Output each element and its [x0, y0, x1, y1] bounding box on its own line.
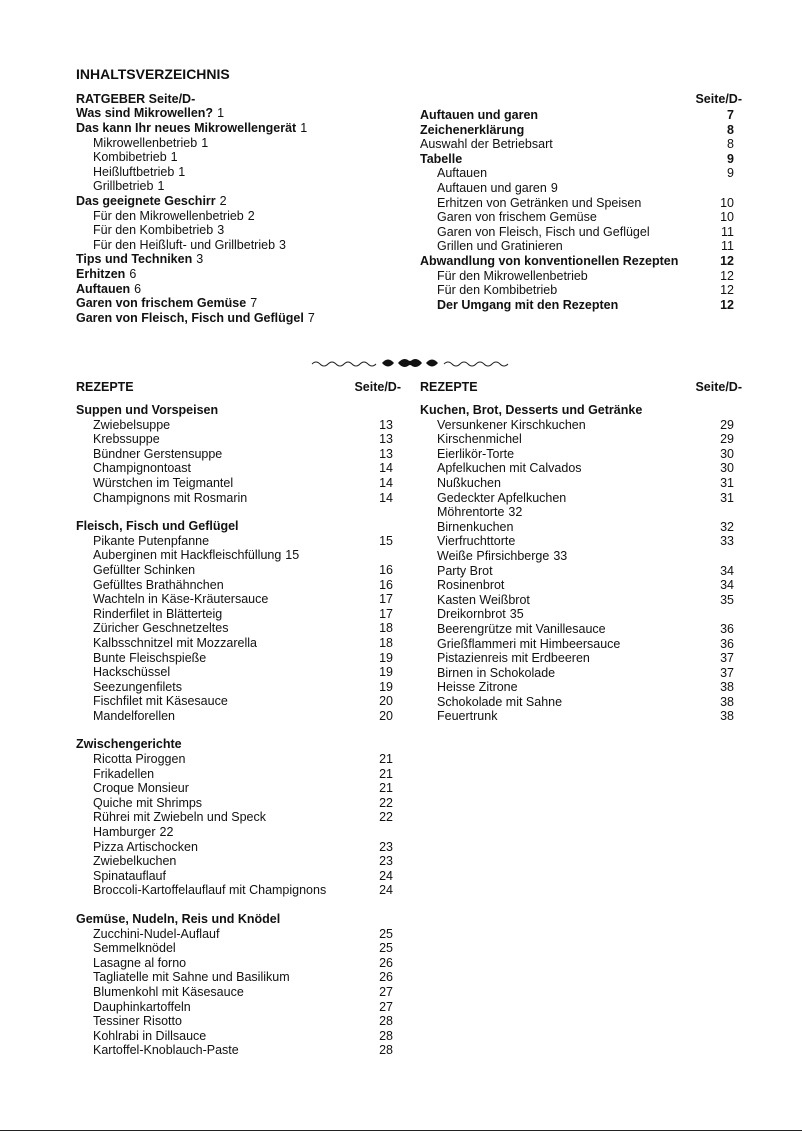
- ornament-left-icon: [312, 362, 376, 366]
- toc-entry: [76, 636, 401, 651]
- toc-entry: [76, 311, 376, 326]
- toc-entry-page: 15: [379, 533, 393, 548]
- toc-entry-label: Wachteln in Käse-Kräutersauce: [93, 592, 269, 607]
- toc-entry-page: 28: [379, 1014, 393, 1029]
- section-heading: Gemüse, Nudeln, Reis und Knödel: [76, 912, 281, 926]
- toc-entry-label: Schokolade mit Sahne: [437, 694, 563, 709]
- toc-entry-label: Bündner Gerstensuppe: [93, 446, 223, 461]
- toc-entry-page: 14: [379, 475, 393, 490]
- toc-entry-label: Quiche mit Shrimps: [93, 795, 203, 810]
- toc-entry-label: Grillbetrieb: [93, 179, 154, 194]
- toc-entry: [76, 651, 401, 666]
- toc-entry-page: 31: [720, 475, 734, 490]
- toc-entry-page: 28: [379, 1043, 393, 1058]
- toc-entry-label: Auftauen und garen: [420, 108, 539, 122]
- toc-entry-page: 20: [379, 708, 393, 723]
- toc-entry-page: 37: [720, 665, 734, 680]
- toc-entry-page: 36: [720, 621, 734, 636]
- toc-entry-label: Heißluftbetrieb: [93, 164, 175, 179]
- toc-entry: [420, 137, 742, 152]
- toc-entry-page: 10: [720, 210, 734, 225]
- toc-entry-page: 2: [219, 193, 227, 208]
- toc-entry: [420, 254, 742, 269]
- toc-entry: [420, 181, 742, 196]
- toc-entry-label: Mandelforellen: [93, 708, 175, 723]
- toc-entry-label: Möhrentorte: [437, 505, 505, 520]
- toc-entry: [76, 447, 401, 462]
- recipe-list: [76, 534, 401, 724]
- toc-entry-label: Feuertrunk: [437, 709, 498, 724]
- section-heading: Kuchen, Brot, Desserts und Getränke: [420, 403, 643, 417]
- toc-entry: [76, 840, 401, 855]
- toc-entry-page: 21: [379, 781, 393, 796]
- toc-entry-page: 9: [550, 180, 558, 195]
- toc-entry-page: 29: [720, 417, 734, 432]
- toc-entry-page: 1: [178, 164, 186, 179]
- toc-entry-page: 37: [720, 651, 734, 666]
- toc-entry-label: Kirschenmichel: [437, 432, 522, 447]
- rezepte-left-sections: [76, 403, 401, 1058]
- toc-entry-page: 13: [379, 446, 393, 461]
- toc-entry: [76, 1043, 401, 1058]
- toc-entry-page: 26: [379, 955, 393, 970]
- toc-entry-page: 29: [720, 432, 734, 447]
- toc-entry: [420, 695, 742, 710]
- toc-entry-label: Beerengrütze mit Vanillesauce: [437, 621, 606, 636]
- toc-entry-page: 35: [509, 607, 524, 622]
- toc-entry-page: 36: [720, 636, 734, 651]
- toc-entry-label: Tips und Techniken: [76, 252, 193, 267]
- toc-entry: [76, 106, 376, 121]
- toc-entry-page: 32: [508, 505, 523, 520]
- toc-entry-page: 19: [379, 650, 393, 665]
- ratgeber-right-column: [420, 92, 742, 312]
- toc-entry: [420, 239, 742, 254]
- toc-entry: [420, 505, 742, 520]
- toc-entry-page: 17: [379, 592, 393, 607]
- toc-entry-page: 6: [134, 281, 142, 296]
- toc-entry-page: 1: [201, 135, 209, 150]
- toc-entry-label: Würstchen im Teigmantel: [93, 475, 234, 490]
- toc-entry: [76, 136, 376, 151]
- toc-entry-label: Versunkener Kirschkuchen: [437, 417, 586, 432]
- toc-entry: [76, 927, 401, 942]
- ornament-right-icon: [444, 362, 508, 366]
- toc-entry: [76, 461, 401, 476]
- toc-entry-page: 12: [720, 297, 734, 312]
- toc-entry-page: 38: [720, 694, 734, 709]
- toc-entry: [76, 534, 401, 549]
- toc-entry-label: Party Brot: [437, 563, 493, 578]
- toc-entry-label: Frikadellen: [93, 766, 155, 781]
- ratgeber-left-list: [76, 106, 376, 325]
- toc-entry-page: 34: [720, 563, 734, 578]
- toc-entry-page: 24: [379, 868, 393, 883]
- toc-entry: [76, 578, 401, 593]
- toc-entry-page: 22: [379, 810, 393, 825]
- toc-entry-label: Fischfilet mit Käsesauce: [93, 694, 228, 709]
- toc-entry-page: 18: [379, 635, 393, 650]
- toc-entry-label: Dreikornbrot: [437, 607, 506, 622]
- toc-entry: [420, 491, 742, 506]
- toc-entry-label: Vierfruchttorte: [437, 534, 516, 549]
- rezepte-heading: REZEPTE: [76, 380, 134, 394]
- toc-entry-page: 10: [720, 195, 734, 210]
- recipe-list: [420, 418, 742, 724]
- toc-entry-label: Spinatauflauf: [93, 868, 166, 883]
- toc-entry-label: Kartoffel-Knoblauch-Paste: [93, 1043, 239, 1058]
- toc-entry-label: Lasagne al forno: [93, 955, 187, 970]
- toc-entry-page: 1: [170, 150, 178, 165]
- toc-entry-page: 3: [217, 223, 225, 238]
- toc-entry-page: 23: [379, 839, 393, 854]
- toc-entry-page: 8: [727, 122, 734, 137]
- toc-entry: [76, 238, 376, 253]
- toc-entry-page: 22: [379, 795, 393, 810]
- ratgeber-heading: RATGEBER Seite/D-: [76, 92, 196, 106]
- toc-entry: [420, 680, 742, 695]
- toc-entry-page: 9: [727, 151, 734, 166]
- toc-entry: [76, 781, 401, 796]
- toc-entry-label: Kohlrabi in Dillsauce: [93, 1028, 207, 1043]
- toc-entry: [76, 621, 401, 636]
- toc-entry: [420, 637, 742, 652]
- toc-entry: [76, 694, 401, 709]
- toc-entry-label: Croque Monsieur: [93, 781, 189, 796]
- toc-entry: [76, 282, 376, 297]
- toc-entry: [76, 680, 401, 695]
- toc-entry-page: 12: [720, 268, 734, 283]
- toc-entry: [420, 520, 742, 535]
- toc-entry-label: Pikante Putenpfanne: [93, 533, 210, 548]
- toc-entry-page: 24: [379, 883, 393, 898]
- toc-entry-label: Dauphinkartoffeln: [93, 999, 191, 1014]
- toc-entry: [76, 607, 401, 622]
- toc-entry: [420, 607, 742, 622]
- toc-entry-label: Weiße Pfirsichberge: [437, 548, 550, 563]
- toc-entry-page: 18: [379, 621, 393, 636]
- toc-entry-page: 34: [720, 578, 734, 593]
- toc-entry-label: Für den Heißluft- und Grillbetrieb: [93, 237, 276, 252]
- toc-entry-label: Zwiebelsuppe: [93, 417, 171, 432]
- toc-entry-page: 25: [379, 941, 393, 956]
- toc-entry-label: Tessiner Risotto: [93, 1014, 182, 1029]
- toc-entry: [76, 209, 376, 224]
- toc-entry-label: Gedeckter Apfelkuchen: [437, 490, 567, 505]
- section-heading: Fleisch, Fisch und Geflügel: [76, 519, 239, 534]
- toc-entry-page: 12: [720, 283, 734, 298]
- toc-entry-page: 1: [217, 106, 225, 121]
- toc-entry: [420, 166, 742, 181]
- toc-entry-label: Erhitzen: [76, 266, 126, 281]
- toc-entry-page: 3: [196, 252, 204, 267]
- toc-entry: [76, 825, 401, 840]
- toc-entry: [76, 796, 401, 811]
- toc-entry: [420, 432, 742, 447]
- toc-entry-label: Kalbsschnitzel mit Mozzarella: [93, 635, 257, 650]
- toc-entry-page: 3: [279, 237, 286, 252]
- toc-entry-page: 22: [159, 825, 174, 840]
- toc-entry-page: 6: [129, 266, 137, 281]
- rezepte-heading: REZEPTE: [420, 380, 478, 394]
- toc-entry-label: Garen von frischem Gemüse: [76, 296, 247, 311]
- toc-entry-label: Semmelknödel: [93, 941, 176, 956]
- recipe-list: [76, 927, 401, 1058]
- rezepte-left-column: [76, 380, 401, 1058]
- toc-entry-label: Auftauen: [76, 281, 131, 296]
- toc-entry-label: Eierlikör-Torte: [437, 446, 515, 461]
- toc-entry: [420, 196, 742, 211]
- toc-entry-label: Birnen in Schokolade: [437, 665, 556, 680]
- recipe-list: [76, 418, 401, 506]
- toc-entry: [420, 108, 742, 123]
- toc-entry: [76, 432, 401, 447]
- toc-entry-page: 12: [720, 253, 734, 268]
- toc-entry-label: Abwandlung von konventionellen Rezepten: [420, 253, 679, 268]
- toc-entry: [76, 956, 401, 971]
- toc-entry: [76, 476, 401, 491]
- toc-entry: [76, 223, 376, 238]
- toc-entry: [76, 296, 376, 311]
- toc-entry-label: Das kann Ihr neues Mikrowellengerät: [76, 121, 297, 135]
- toc-entry-label: Rinderfilet in Blätterteig: [93, 606, 223, 621]
- toc-entry-page: 25: [379, 926, 393, 941]
- toc-entry-label: Für den Mikrowellenbetrieb: [93, 208, 244, 223]
- toc-entry-page: 1: [300, 121, 308, 135]
- toc-entry-page: 7: [727, 108, 734, 122]
- toc-entry-label: Champignontoast: [93, 461, 191, 476]
- toc-entry-label: Auswahl der Betriebsart: [420, 137, 553, 152]
- toc-entry-page: 17: [379, 606, 393, 621]
- toc-entry-label: Zwiebelkuchen: [93, 854, 177, 869]
- toc-entry-label: Auberginen mit Hackfleischfüllung: [93, 548, 282, 563]
- toc-entry-label: Ricotta Piroggen: [93, 752, 186, 767]
- page-title: INHALTSVERZEICHNIS: [76, 66, 230, 82]
- section-heading: Suppen und Vorspeisen: [76, 403, 219, 417]
- toc-entry-page: 20: [379, 694, 393, 709]
- toc-entry-page: 30: [720, 461, 734, 476]
- toc-entry: [420, 461, 742, 476]
- toc-entry: [76, 563, 401, 578]
- rezepte-page-heading: Seite/D-: [354, 380, 401, 394]
- toc-entry-page: 7: [307, 310, 315, 325]
- toc-entry: [76, 883, 401, 898]
- toc-entry-label: Kombibetrieb: [93, 150, 167, 165]
- toc-entry-page: 21: [379, 766, 393, 781]
- toc-entry: [76, 1014, 401, 1029]
- toc-entry-label: Grießflammeri mit Himbeersauce: [437, 636, 621, 651]
- toc-entry-label: Kasten Weißbrot: [437, 592, 530, 607]
- bottom-rule: [0, 1130, 802, 1131]
- rezepte-right-column: [420, 380, 742, 724]
- toc-entry: [420, 269, 742, 284]
- toc-entry-page: 31: [720, 490, 734, 505]
- toc-entry-label: Broccoli-Kartoffelauflauf mit Champignons: [93, 883, 327, 898]
- toc-entry-label: Zucchini-Nudel-Auflauf: [93, 926, 220, 941]
- toc-entry-page: 28: [379, 1028, 393, 1043]
- toc-entry-label: Seezungenfilets: [93, 679, 182, 694]
- toc-entry-page: 15: [285, 548, 300, 563]
- section-heading: Zwischengerichte: [76, 737, 182, 752]
- toc-entry-page: 23: [379, 854, 393, 869]
- toc-entry-label: Mikrowellenbetrieb: [93, 135, 198, 150]
- rezepte-left-heading: [76, 380, 401, 395]
- toc-entry: [420, 651, 742, 666]
- toc-entry: [76, 150, 376, 165]
- toc-entry: [420, 534, 742, 549]
- toc-entry: [76, 194, 376, 209]
- ornament-divider: [310, 356, 510, 370]
- rezepte-right-sections: [420, 403, 742, 724]
- toc-entry-label: Pistazienreis mit Erdbeeren: [437, 651, 590, 666]
- rezepte-page-heading: Seite/D-: [695, 380, 742, 394]
- toc-entry-page: 32: [720, 519, 734, 534]
- toc-entry: [76, 548, 401, 563]
- leaf-ornament-icon: [382, 359, 438, 367]
- toc-entry: [420, 622, 742, 637]
- toc-entry: [420, 447, 742, 462]
- toc-entry-label: Bunte Fleischspieße: [93, 650, 207, 665]
- toc-entry-label: Blumenkohl mit Käsesauce: [93, 984, 244, 999]
- toc-entry-label: Tagliatelle mit Sahne und Basilikum: [93, 970, 290, 985]
- toc-entry-label: Was sind Mikrowellen?: [76, 106, 214, 121]
- ratgeber-right-list: [420, 108, 742, 312]
- toc-entry-page: 33: [720, 534, 734, 549]
- toc-entry-label: Auftauen: [437, 166, 488, 181]
- toc-entry: [76, 767, 401, 782]
- toc-entry-label: Zeichenerklärung: [420, 122, 525, 137]
- toc-entry-label: Züricher Geschnetzeltes: [93, 621, 229, 636]
- toc-entry-page: 35: [720, 592, 734, 607]
- toc-entry-page: 13: [379, 417, 393, 432]
- toc-entry: [76, 1000, 401, 1015]
- toc-entry: [76, 252, 376, 267]
- toc-entry-label: Champignons mit Rosmarin: [93, 490, 248, 505]
- toc-entry-page: 7: [250, 296, 258, 311]
- toc-entry: [76, 665, 401, 680]
- toc-entry-label: Für den Kombibetrieb: [93, 223, 214, 238]
- toc-entry: [420, 225, 742, 240]
- toc-entry-label: Gefülltes Brathähnchen: [93, 577, 224, 592]
- toc-entry: [420, 666, 742, 681]
- toc-entry-page: 16: [379, 562, 393, 577]
- toc-entry: [76, 869, 401, 884]
- toc-entry: [76, 985, 401, 1000]
- toc-entry-label: Garen von frischem Gemüse: [437, 210, 597, 225]
- toc-entry: [76, 854, 401, 869]
- toc-entry-page: 11: [721, 224, 734, 239]
- toc-entry: [76, 752, 401, 767]
- toc-entry: [76, 418, 401, 433]
- toc-entry: [76, 491, 401, 506]
- ratgeber-page-heading: Seite/D-: [695, 92, 742, 106]
- recipe-list: [76, 752, 401, 898]
- toc-entry: [420, 564, 742, 579]
- toc-entry: [420, 593, 742, 608]
- toc-entry-label: Tabelle: [420, 151, 463, 166]
- toc-entry-page: 27: [379, 999, 393, 1014]
- toc-entry-label: Auftauen und garen: [437, 180, 547, 195]
- toc-entry-page: 33: [553, 548, 568, 563]
- toc-entry-label: Hackschüssel: [93, 665, 171, 680]
- toc-entry: [76, 1029, 401, 1044]
- toc-entry-label: Heisse Zitrone: [437, 680, 518, 695]
- rezepte-right-heading: [420, 380, 742, 395]
- toc-entry: [420, 298, 742, 313]
- toc-entry: [420, 152, 742, 167]
- toc-entry-page: 21: [379, 752, 393, 767]
- toc-entry: [76, 970, 401, 985]
- toc-entry-label: Der Umgang mit den Rezepten: [437, 297, 619, 312]
- toc-entry-label: Das geeignete Geschirr: [76, 193, 216, 208]
- toc-entry: [420, 578, 742, 593]
- toc-entry-label: Für den Kombibetrieb: [437, 283, 558, 298]
- toc-entry: [76, 810, 401, 825]
- toc-entry-label: Birnenkuchen: [437, 519, 514, 534]
- toc-entry: [420, 418, 742, 433]
- toc-entry-page: 8: [727, 137, 734, 152]
- toc-entry-page: 26: [379, 970, 393, 985]
- toc-entry-page: 14: [379, 490, 393, 505]
- toc-entry-page: 19: [379, 679, 393, 694]
- toc-entry-label: Hamburger: [93, 825, 156, 840]
- toc-entry-label: Erhitzen von Getränken und Speisen: [437, 195, 642, 210]
- ratgeber-right-heading: [420, 92, 742, 108]
- toc-entry: [420, 123, 742, 138]
- toc-entry: [76, 941, 401, 956]
- toc-entry-page: 2: [247, 208, 255, 223]
- toc-entry-label: Apfelkuchen mit Calvados: [437, 461, 582, 476]
- toc-entry-page: 19: [379, 665, 393, 680]
- toc-entry-page: 27: [379, 984, 393, 999]
- toc-entry-page: 38: [720, 680, 734, 695]
- toc-entry-label: Rosinenbrot: [437, 578, 505, 593]
- toc-entry-page: 11: [721, 239, 734, 254]
- toc-entry-page: 30: [720, 446, 734, 461]
- toc-entry-label: Garen von Fleisch, Fisch und Geflügel: [437, 224, 650, 239]
- toc-entry: [420, 283, 742, 298]
- toc-entry-page: 14: [379, 461, 393, 476]
- ratgeber-left-column: [76, 92, 376, 325]
- toc-entry-label: Nußkuchen: [437, 475, 501, 490]
- toc-entry-label: Krebssuppe: [93, 432, 160, 447]
- toc-entry: [76, 121, 376, 136]
- toc-entry-page: 1: [157, 179, 165, 194]
- toc-entry: [76, 709, 401, 724]
- toc-entry: [76, 179, 376, 194]
- toc-entry: [76, 165, 376, 180]
- toc-entry-label: Gefüllter Schinken: [93, 562, 196, 577]
- toc-entry-label: Pizza Artischocken: [93, 839, 198, 854]
- toc-entry: [420, 476, 742, 491]
- toc-entry-page: 38: [720, 709, 734, 724]
- toc-entry-label: Rührei mit Zwiebeln und Speck: [93, 810, 266, 825]
- toc-entry-page: 13: [379, 432, 393, 447]
- toc-entry: [420, 709, 742, 724]
- toc-entry-page: 16: [379, 577, 393, 592]
- toc-entry: [420, 549, 742, 564]
- toc-entry-page: 9: [727, 166, 734, 181]
- toc-entry-label: Garen von Fleisch, Fisch und Geflügel: [76, 310, 304, 325]
- toc-entry: [76, 267, 376, 282]
- toc-entry-label: Grillen und Gratinieren: [437, 239, 563, 254]
- toc-entry-label: Für den Mikrowellenbetrieb: [437, 268, 588, 283]
- toc-entry: [420, 210, 742, 225]
- toc-entry: [76, 592, 401, 607]
